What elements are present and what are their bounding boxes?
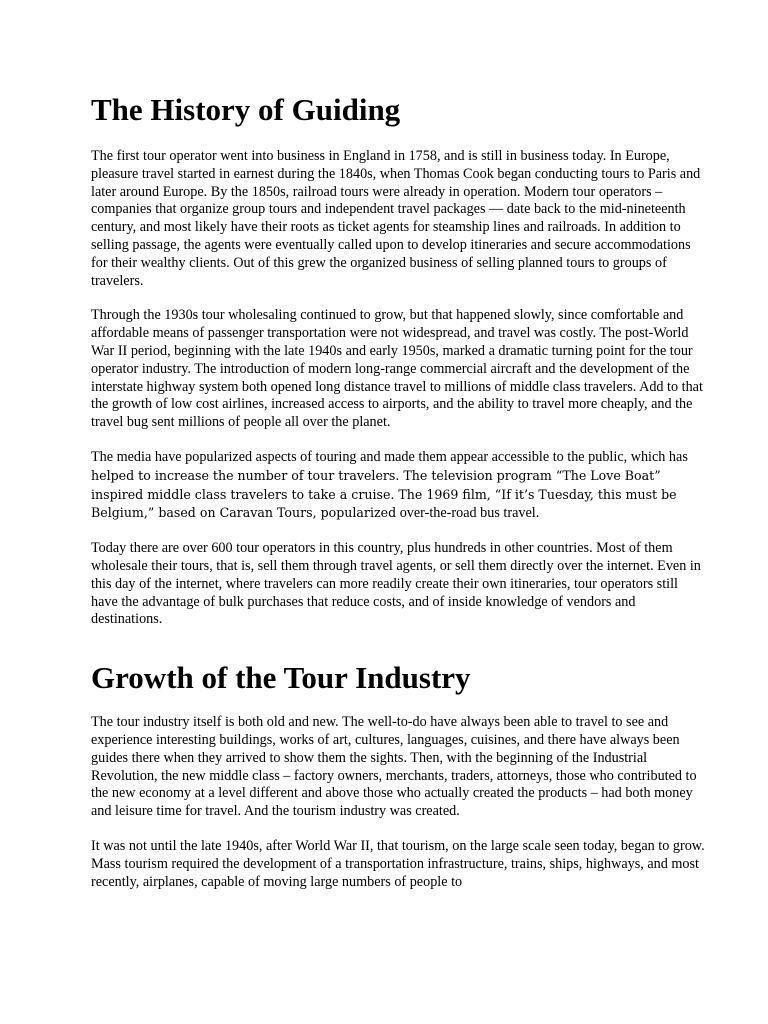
section-body-history-of-guiding (91, 148, 708, 629)
section-title-history-of-guiding: The History of Guiding (91, 92, 401, 127)
paragraph-1930s-wholesaling: Through the 1930s tour wholesaling continued to grow, but that happened slowly, since comfortable and affordable means of passenger transportation were not widespread, and travel was costly. The post-World War II period, beginning with the late 1940s and early 1950s, marked a dramatic turning point for the tour operator industry. The introduction of modern long-range commercial aircraft and the development of the interstate highway system both opened long distance travel to millions of middle class travelers. Add to that the growth of low cost airlines, increased access to airports, and the ability to travel more cheaply, and the travel bug sent millions of people all over the planet. (91, 307, 703, 431)
paragraph-media-popularized (91, 449, 708, 523)
section-title-growth-of-tour-industry: Growth of the Tour Industry (91, 660, 471, 696)
media-paragraph-text-start: The media have popularized aspects of touring and made them appear accessible to the public, which has (91, 448, 688, 465)
paragraph-600-tour-operators: Today there are over 600 tour operators in this country, plus hundreds in other countries. Most of them wholesale their tours, that is, sell them through travel agents, or sell them directly over the internet. Even in this day of the internet, where travelers can more readily create their own itineraries, tour operators still have the advantage of bulk purchases that reduce costs, and of inside knowledge of vendors and destinations. (91, 540, 701, 628)
section-body-growth-of-tour-industry (91, 714, 708, 891)
paragraph-late-1940s-tourism: It was not until the late 1940s, after World War II, that tourism, on the large scale seen today, began to grow. Mass tourism required the development of a transportation infrastructure, trains, ships, highways, and most recently, airplanes, capable of moving large numbers of people to (91, 837, 705, 890)
media-paragraph-text-middle: helped to increase the number of tour travelers. The television program “The Love Boat” inspired middle class travelers to take a cruise. The 1969 film, “If it’s Tuesday, this must be Belgium,” based on Caravan Tours, popularized (91, 467, 677, 521)
paragraph-old-and-new: The tour industry itself is both old and new. The well-to-do have always been able to travel to see and experience interesting buildings, works of art, cultures, languages, cuisines, and there have always been guides there when they arrived to show them the sights. Then, with the beginning of the Industrial Revolution, the new middle class – factory owners, merchants, traders, attorneys, those who contributed to the new economy at a level different and above those who actually created the products – had both money and leisure time for travel. And the tourism industry was created. (91, 714, 697, 820)
paragraph-first-tour-operator: The first tour operator went into business in England in 1758, and is still in business today. In Europe, pleasure travel started in earnest during the 1840s, when Thomas Cook began conducting tours to Paris and later around Europe. By the 1850s, railroad tours were already in operation. Modern tour operators – companies that organize group tours and independent travel packages — date back to the mid-nineteenth century, and most likely have their roots as ticket agents for steamship lines and railroads. In addition to selling passage, the agents were eventually called upon to develop itineraries and secure accommodations for their wealthy clients. Out of this grew the organized business of selling planned tours to groups of travelers. (91, 148, 701, 289)
media-paragraph-text-end: over-the-road bus travel. (399, 505, 540, 522)
